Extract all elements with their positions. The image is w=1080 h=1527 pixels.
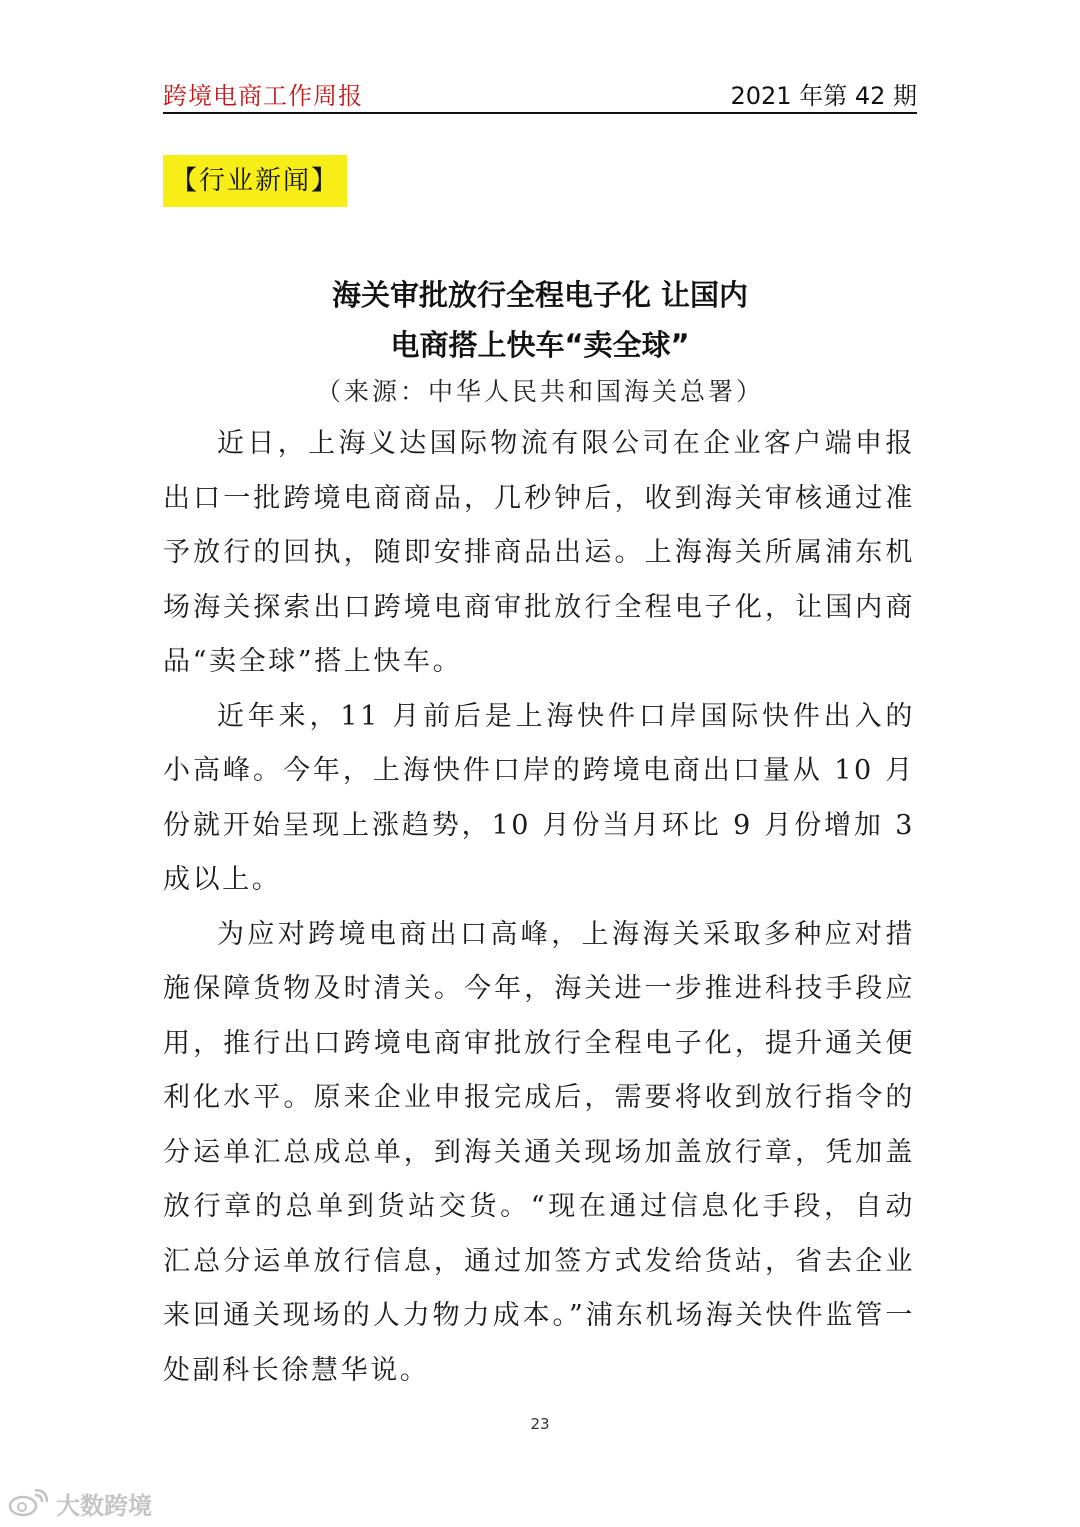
report-title: 跨境电商工作周报 [163,82,363,110]
weibo-logo-icon [8,1489,48,1517]
watermark [8,1488,152,1518]
article-title-line-2: 电商搭上快车“卖全球” [390,328,690,362]
article-title-line-1: 海关审批放行全程电子化 让国内 [331,278,749,312]
watermark-text: 大数跨境 [56,1491,152,1520]
paragraph-2: 近年来，11 月前后是上海快件口岸国际快件出入的小高峰。今年，上海快件口岸的跨境电商出口量从 10 月份就开始呈现上涨趋势，10 月份当月环比 9 月份增加 3 成以上。 [163,700,915,895]
page-number: 23 [530,1415,550,1433]
article-title [163,270,917,370]
article-source: （来源：中华人民共和国海关总署） [315,377,764,406]
paragraph-3: 为应对跨境电商出口高峰，上海海关采取多种应对措施保障货物及时清关。今年，海关进一步推进科技手段应用，推行出口跨境电商审批放行全程电子化，提升通关便利化水平。原来企业申报完成后，需要将收到放行指令的分运单汇总成总单，到海关通关现场加盖放行章，凭加盖放行章的总单到货站交货。“现在通过信息化手段，自动汇总分运单放行信息，通过加签方式发给货站，省去企业来回通关现场的人力物力成本。”浦东机场海关快件监管一处副科长徐慧华说。 [163,918,915,1386]
article-body [163,417,915,1398]
report-header [163,76,917,114]
paragraph-1: 近日，上海义达国际物流有限公司在企业客户端申报出口一批跨境电商商品，几秒钟后，收到海关审核通过准予放行的回执，随即安排商品出运。上海海关所属浦东机场海关探索出口跨境电商审批放行全程电子化，让国内商品“卖全球”搭上快车。 [163,428,915,677]
issue-number: 2021 年第 42 期 [730,82,917,110]
section-tag: 【行业新闻】 [163,155,347,207]
